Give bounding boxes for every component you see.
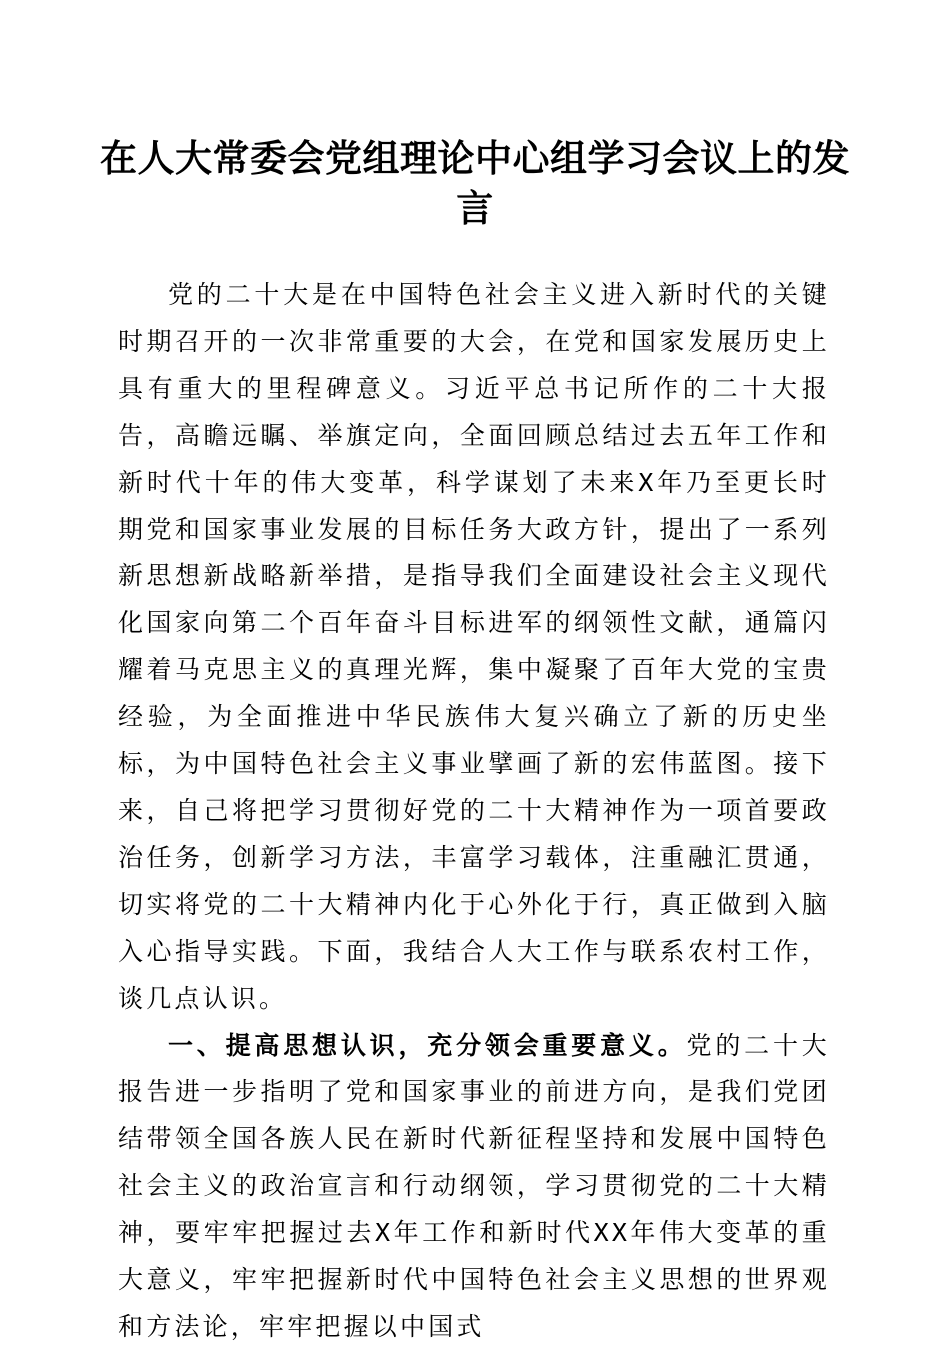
body-paragraph-intro — [118, 272, 830, 1023]
paragraph-text: 党的二十大是在中国特色社会主义进入新时代的关键时期召开的一次非常重要的大会，在党和国家发展历史上具有重大的里程碑意义。习近平总书记所作的二十大报告，高瞻远瞩、举旗定向，全面回顾总结过去五年工作和新时代十年的伟大变革，科学谋划了未来X年乃至更长时期党和国家事业发展的目标任务大政方针，提出了一系列新思想新战略新举措，是指导我们全面建设社会主义现代化国家向第二个百年奋斗目标进军的纲领性文献，通篇闪耀着马克思主义的真理光辉，集中凝聚了百年大党的宝贵经验，为全面推进中华民族伟大复兴确立了新的历史坐标，为中国特色社会主义事业擘画了新的宏伟蓝图。接下来，自己将把学习贯彻好党的二十大精神作为一项首要政治任务，创新学习方法，丰富学习载体，注重融汇贯通，切实将党的二十大精神内化于心外化于行，真正做到入脑入心指导实践。下面，我结合人大工作与联系农村工作，谈几点认识。 — [118, 280, 830, 1013]
section-heading: 一、提高思想认识，充分领会重要意义。 — [168, 1030, 687, 1060]
document-body — [118, 272, 830, 1351]
document-title: 在人大常委会党组理论中心组学习会议上的发言 — [100, 136, 850, 230]
paragraph-text: 党的二十大报告进一步指明了党和国家事业的前进方向，是我们党团结带领全国各族人民在新时代新征程坚持和发展中国特色社会主义的政治宣言和行动纲领，学习贯彻党的二十大精神，要牢牢把握过去X年工作和新时代XX年伟大变革的重大意义，牢牢把握新时代中国特色社会主义思想的世界观和方法论，牢牢把握以中国式 — [118, 1030, 830, 1341]
body-paragraph-section-1 — [118, 1023, 830, 1351]
